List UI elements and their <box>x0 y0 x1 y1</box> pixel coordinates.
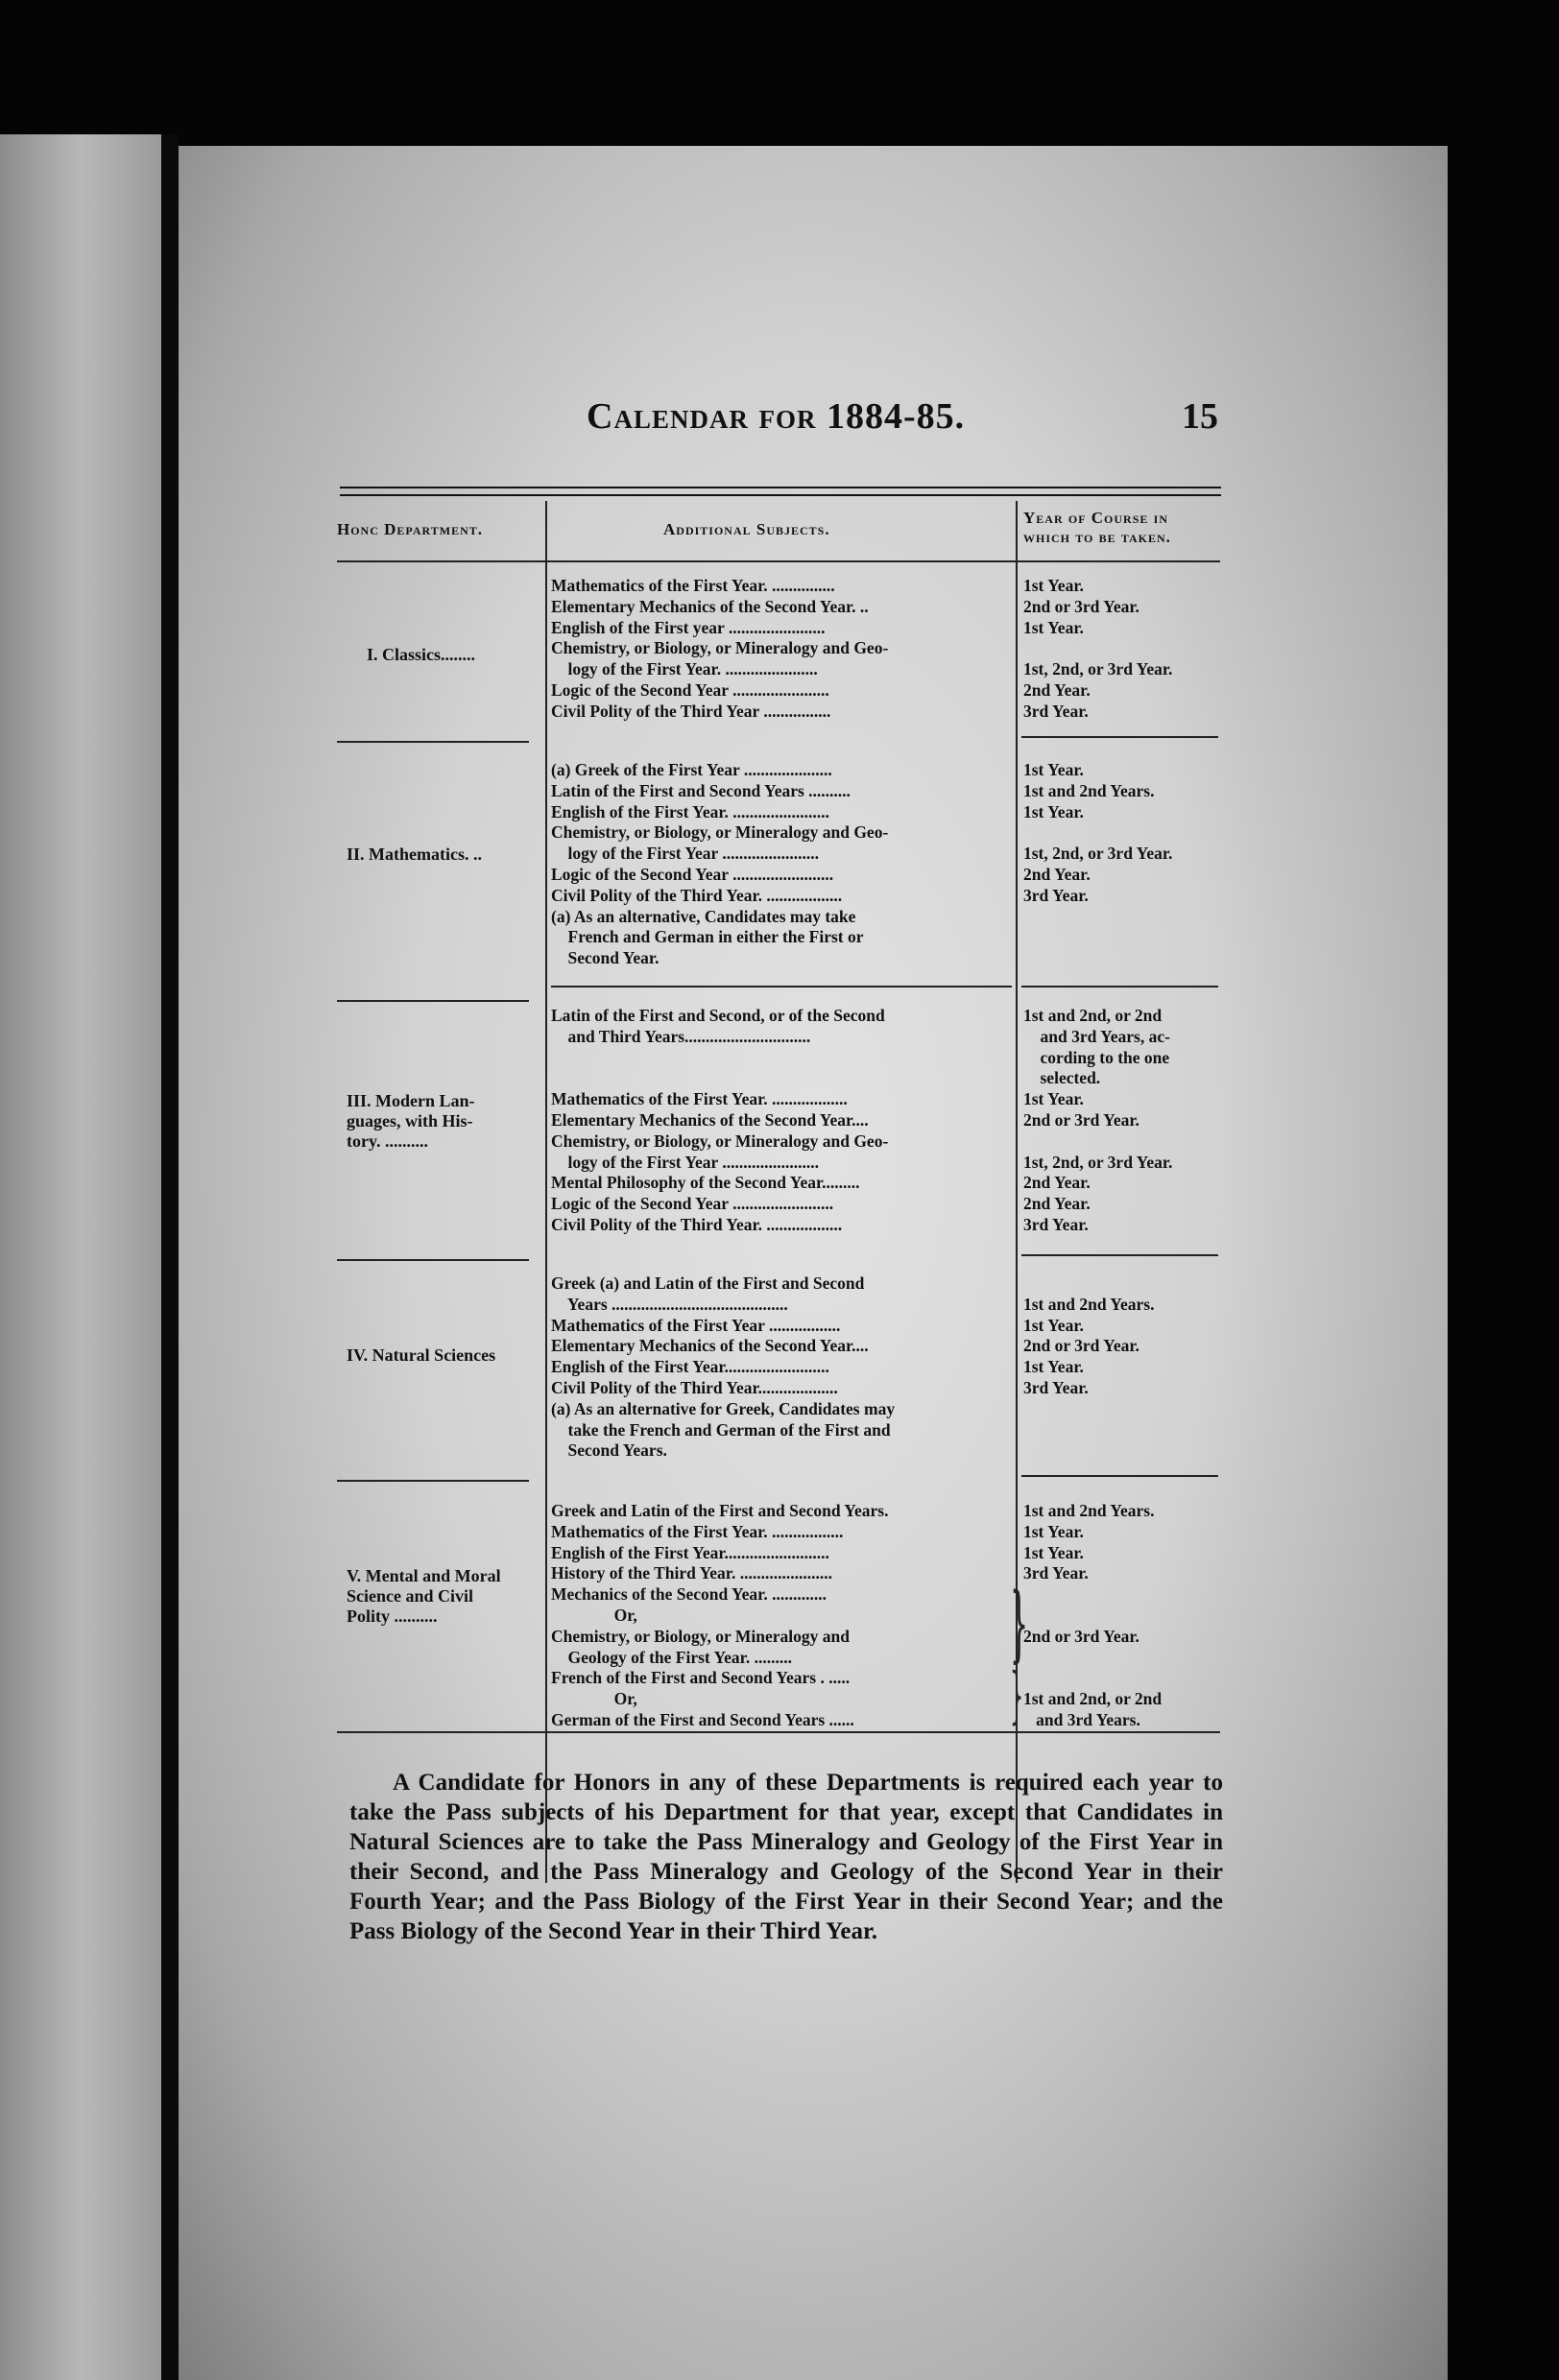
subject-line: Civil Polity of the Third Year ................ <box>551 701 831 721</box>
subject-line: Civil Polity of the Third Year................... <box>551 1377 838 1397</box>
year-line: 1st Year. <box>1023 760 1084 779</box>
department-modern-languages: III. Modern Lan- guages, with His- tory. .......... <box>347 1091 475 1151</box>
subject-line: Logic of the Second Year ........................ <box>551 864 834 884</box>
subject-line: Latin of the First and Second Years .......... <box>551 780 851 800</box>
years-mathematics <box>1023 760 1225 907</box>
department-mathematics: II. Mathematics. .. <box>347 845 482 864</box>
year-line: 3rd Year. <box>1023 701 1089 721</box>
column-header-subjects: Additional Subjects. <box>663 520 830 538</box>
subject-line <box>551 1068 1010 1089</box>
year-line: 1st and 2nd Years. <box>1023 1294 1155 1314</box>
column-divider-left <box>545 501 547 1883</box>
department-classics: I. Classics........ <box>367 645 476 664</box>
year-line: 1st and 2nd Years. <box>1023 1501 1155 1520</box>
year-line: 1st Year. <box>1023 1357 1084 1377</box>
year-line <box>1023 1131 1225 1153</box>
subject-line: French and German in either the First or <box>551 927 864 947</box>
year-line: 1st Year. <box>1023 1521 1084 1541</box>
year-line: 1st and 2nd, or 2nd <box>1023 1006 1163 1025</box>
subjects-mental-moral-science <box>551 1501 1010 1731</box>
year-line <box>1023 1668 1225 1689</box>
row-separator-year <box>1021 986 1218 988</box>
year-line <box>1023 1648 1225 1669</box>
year-line: and 3rd Years. <box>1023 1709 1140 1729</box>
page-number: 15 <box>1182 396 1218 437</box>
year-line: 1st Year. <box>1023 801 1084 821</box>
subject-line: (a) Greek of the First Year ..................... <box>551 760 832 779</box>
year-line: 1st Year. <box>1023 1089 1084 1109</box>
subject-line: Mental Philosophy of the Second Year......... <box>551 1173 860 1193</box>
year-line: 2nd Year. <box>1023 679 1091 700</box>
subject-line: English of the First year ....................... <box>551 617 826 637</box>
subjects-classics <box>551 576 1010 723</box>
subject-line: (a) As an alternative, Candidates may take <box>551 906 856 926</box>
subject-line: logy of the First Year ....................... <box>551 1152 819 1172</box>
year-line: cording to the one <box>1023 1047 1170 1067</box>
subjects-mathematics <box>551 760 1010 969</box>
header-double-rule <box>340 487 1221 496</box>
subject-line: Civil Polity of the Third Year. .................. <box>551 885 843 905</box>
subject-line: Geology of the First Year. ......... <box>551 1647 792 1667</box>
subject-line: Chemistry, or Biology, or Mineralogy and <box>551 1626 850 1646</box>
year-line: 3rd Year. <box>1023 1214 1089 1234</box>
year-line: 1st Year. <box>1023 1315 1084 1335</box>
row-separator-dept <box>337 1480 529 1482</box>
subject-line: Mathematics of the First Year. ................. <box>551 1521 844 1541</box>
year-line: 1st, 2nd, or 3rd Year. <box>1023 1152 1173 1172</box>
year-line: 3rd Year. <box>1023 1563 1089 1583</box>
subject-line: (a) As an alternative for Greek, Candidates may <box>551 1398 896 1418</box>
subject-line: History of the Third Year. ...................... <box>551 1563 832 1583</box>
subject-line: and Third Years.............................. <box>551 1026 811 1046</box>
subject-line: Greek (a) and Latin of the First and Second <box>551 1273 865 1293</box>
subject-line: English of the First Year......................... <box>551 1542 829 1562</box>
subject-line: Or, <box>551 1605 637 1625</box>
subject-line: French of the First and Second Years . ..... <box>551 1668 851 1688</box>
subject-line: Elementary Mechanics of the Second Year.... <box>551 1336 869 1356</box>
row-separator-dept <box>337 741 529 743</box>
year-line: 1st and 2nd, or 2nd <box>1023 1689 1163 1709</box>
row-separator-dept <box>337 1259 529 1261</box>
row-separator-dept <box>337 1000 529 1002</box>
years-natural-sciences <box>1023 1273 1225 1399</box>
subject-line: English of the First Year......................... <box>551 1357 829 1377</box>
subject-line: Second Year. <box>551 948 660 968</box>
year-line: 1st Year. <box>1023 617 1084 637</box>
year-line: 3rd Year. <box>1023 885 1089 905</box>
year-line: 2nd Year. <box>1023 864 1091 884</box>
year-line: 2nd or 3rd Year. <box>1023 1626 1139 1646</box>
department-natural-sciences: IV. Natural Sciences <box>347 1345 496 1365</box>
year-line: 2nd Year. <box>1023 1173 1091 1193</box>
row-separator-year <box>1021 736 1218 738</box>
subject-line: Latin of the First and Second, or of the Second <box>551 1006 885 1025</box>
years-modern-languages <box>1023 1006 1225 1236</box>
subject-line: Greek and Latin of the First and Second Years. <box>551 1501 889 1520</box>
subject-line: Mathematics of the First Year. .................. <box>551 1089 848 1109</box>
year-line: 1st Year. <box>1023 576 1084 595</box>
subject-line: Logic of the Second Year ....................... <box>551 679 829 700</box>
year-line: 1st, 2nd, or 3rd Year. <box>1023 844 1173 864</box>
row-separator-year <box>1021 1475 1218 1477</box>
subject-line: Second Years. <box>551 1440 667 1461</box>
department-mental-moral-science: V. Mental and Moral Science and Civil Polity .......... <box>347 1566 501 1626</box>
subject-line: German of the First and Second Years ...... <box>551 1709 854 1729</box>
row-separator-year <box>1021 1254 1218 1256</box>
subject-line: English of the First Year. ....................... <box>551 801 829 821</box>
row-separator-subjects <box>551 986 1012 988</box>
subject-line: Or, <box>551 1689 637 1709</box>
subject-line: Elementary Mechanics of the Second Year. .. <box>551 596 869 616</box>
adjacent-page-strip <box>0 134 163 2380</box>
year-line: 2nd Year. <box>1023 1194 1091 1214</box>
year-line <box>1023 822 1225 844</box>
right-brace-icon: } <box>1010 1576 1029 1672</box>
page-gutter <box>161 134 179 2380</box>
honors-footnote: A Candidate for Honors in any of these Departments is required each year to take the Pass subjects of his Department for that year, except that Candidates in Natural Sciences are to take the Pass Mineralogy and Geology of the First Year in their Second, and the Pass Mineralogy and Geology of the Second Year in their Fourth Year; and the Pass Biology of the First Year in their Second Year; and the Pass Biology of the Second Year in their Third Year. <box>349 1770 1223 1944</box>
subject-line <box>551 1048 1010 1069</box>
year-line <box>1023 638 1225 659</box>
subject-line: Elementary Mechanics of the Second Year.... <box>551 1109 869 1130</box>
year-line: selected. <box>1023 1068 1101 1088</box>
year-line: 2nd or 3rd Year. <box>1023 1336 1139 1356</box>
year-line <box>1023 1606 1225 1627</box>
subjects-natural-sciences <box>551 1273 1010 1462</box>
running-title: Calendar for 1884-85. <box>587 396 966 437</box>
subject-line: Chemistry, or Biology, or Mineralogy and Geo- <box>551 638 889 658</box>
right-brace-icon: } <box>1010 1660 1024 1731</box>
year-line: 2nd or 3rd Year. <box>1023 1109 1139 1130</box>
subject-line: logy of the First Year. ...................... <box>551 659 818 679</box>
year-line: and 3rd Years, ac- <box>1023 1026 1170 1046</box>
years-mental-moral-science <box>1023 1501 1225 1731</box>
year-line: 3rd Year. <box>1023 1377 1089 1397</box>
subject-line: Civil Polity of the Third Year. .................. <box>551 1214 843 1234</box>
subject-line: Chemistry, or Biology, or Mineralogy and Geo- <box>551 1130 889 1151</box>
year-line: 1st, 2nd, or 3rd Year. <box>1023 659 1173 679</box>
subject-line: logy of the First Year ....................... <box>551 844 819 864</box>
subject-line: take the French and German of the First and <box>551 1419 891 1440</box>
subject-line: Mathematics of the First Year ................. <box>551 1315 841 1335</box>
column-header-department: Honc Department. <box>337 520 484 538</box>
subject-line: Mechanics of the Second Year. ............. <box>551 1584 827 1605</box>
year-line <box>1023 1584 1225 1606</box>
subject-line: Mathematics of the First Year. ............... <box>551 576 835 595</box>
year-line: 2nd or 3rd Year. <box>1023 596 1139 616</box>
year-line: 1st Year. <box>1023 1542 1084 1562</box>
subject-line: Logic of the Second Year ........................ <box>551 1194 834 1214</box>
year-line <box>1023 1273 1225 1295</box>
header-bottom-rule <box>337 560 1220 562</box>
table-bottom-rule <box>337 1731 1220 1733</box>
year-line: 1st and 2nd Years. <box>1023 780 1155 800</box>
document-page <box>179 146 1448 2380</box>
page-header <box>179 395 1448 453</box>
years-classics <box>1023 576 1225 723</box>
subjects-modern-languages <box>551 1006 1010 1236</box>
subject-line: Chemistry, or Biology, or Mineralogy and Geo- <box>551 822 889 843</box>
column-header-year: Year of Course in which to be taken. <box>1023 509 1171 546</box>
subject-line: Years .......................................... <box>551 1294 788 1314</box>
